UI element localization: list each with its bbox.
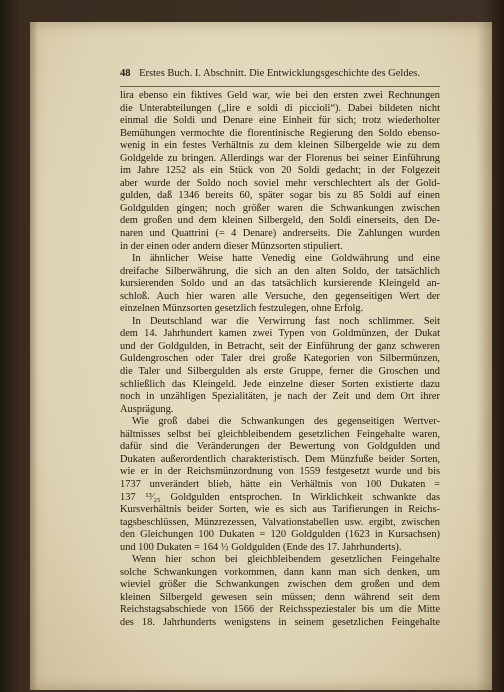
text-line: solche Schwankungen vorkommen, dann kann man sich denken, um <box>120 566 440 578</box>
text-line: Wenn hier schon bei gleichbleibendem gesetzlichen Feingehalte <box>132 554 440 566</box>
text-line: Goldgulden gingen; noch größer waren die Schwankungen zwischen <box>120 202 440 214</box>
text-line: Goldgelde zu bringen. Allerdings war der Florenus bei seiner Einführung <box>120 152 440 164</box>
page-number: 48 <box>120 68 131 79</box>
text-line: Ausprägung. <box>120 403 174 415</box>
text-line: Wie groß dabei die Schwankungen des gegenseitigen Wertver- <box>132 416 440 428</box>
text-line: dem großen und dem kleinen Silbergeld, den Soldi einerseits, den De- <box>120 215 440 227</box>
text-line: Kursverhältnis beider Sorten, wie es sich aus Tarifierungen in Reichs- <box>120 504 440 516</box>
text-line: kleinen Silbergeld gewesen sein müssen; denn während seit dem <box>120 591 440 603</box>
text-line: kursierenden Soldo und an das tatsächlich kursierende Kleingeld an- <box>120 278 440 290</box>
text-line: die Taler und Silbergulden als erste Gruppe, ferner die Groschen und <box>120 366 440 378</box>
text-line: einmal die Soldi und Denare eine Einheit für sich; trotz wiederholter <box>120 115 440 127</box>
text-line: noch in unzähligen Spezialitäten, je nach der Zeit und dem Ort ihrer <box>120 391 440 403</box>
text-line: schloß. Auch hier waren alle Versuche, den gegenseitigen Wert der <box>120 290 440 302</box>
text-line: gulden, daß 1346 bereits 60, später sogar bis zu 85 Soldi auf einen <box>120 190 440 202</box>
text-line: und der Goldgulden, in Betracht, seit der Einführung der ganz schweren <box>120 340 440 352</box>
text-line: 137 ¹³⁄₂₅ Goldgulden entsprochen. In Wirklichkeit schwankte das <box>120 491 440 503</box>
text-line: des 18. Jahrhunderts wenigstens in seinem gesetzlichen Feingehalte <box>120 616 440 628</box>
text-line: In Deutschland war die Verwirrung fast noch schlimmer. Seit <box>132 315 440 327</box>
body-text <box>120 90 440 630</box>
text-line: schließlich das Kleingeld. Jede einzelne dieser Sorten existierte dazu <box>120 378 440 390</box>
text-line: dem 14. Jahrhundert kamen zwei Typen von Goldmünzen, der Dukat <box>120 328 440 340</box>
header-rule <box>120 86 440 87</box>
text-line: Bemühungen vermochte die florentinische Regierung den Soldo ebenso- <box>120 127 440 139</box>
text-line: Reichstagsabschiede von 1566 der Reichsspeziestaler bis um die Mitte <box>120 604 440 616</box>
text-line: hältnisses selbst bei gleichbleibendem gesetzlichen Feingehalte waren, <box>120 428 440 440</box>
text-line: dreifache Silberwährung, die sich an den alten Soldo, der tatsächlich <box>120 265 440 277</box>
text-line: und 100 Dukaten = 164 ½ Goldgulden (Ende des 17. Jahrhunderts). <box>120 541 402 553</box>
running-header <box>120 68 440 84</box>
page-edge-shadow <box>476 22 492 690</box>
text-line: den Gleichungen 100 Dukaten = 120 Goldgulden (1623 in Kursachsen) <box>120 529 440 541</box>
text-line: In ähnlicher Weise hatte Venedig eine Goldwährung und eine <box>132 253 440 265</box>
text-line: die Unterabteilungen („lire e soldi di piccioli“). Dabei bildeten nicht <box>120 102 440 114</box>
text-line: einzelnen Münzsorten gesetzlich festzulegen, ohne Erfolg. <box>120 303 364 315</box>
text-line: Guldengroschen oder Taler drei große Kategorien von Silbermünzen, <box>120 353 440 365</box>
text-line: in der einen oder andern dieser Münzsorten stipuliert. <box>120 240 343 252</box>
text-line: dafür sind die Veränderungen der Bewertung von Goldgulden und <box>120 441 440 453</box>
text-line: tagsbeschlüssen, Münzrezessen, Valvationstabellen usw. ergibt, zwischen <box>120 516 440 528</box>
text-line: 1737 unverändert blieb, hätte ein Verhältnis von 100 Dukaten = <box>120 478 440 490</box>
page-gutter-shadow <box>30 22 38 690</box>
running-title: Erstes Buch. I. Abschnitt. Die Entwicklungsgeschichte des Geldes. <box>139 68 420 79</box>
text-line: wieviel größer die Schwankungen zwischen dem großen und dem <box>120 579 440 591</box>
text-line: naren und Quattrini (= 4 Denare) andrerseits. Die Zahlungen wurden <box>120 228 440 240</box>
text-line: wie er in der Reichsmünzordnung von 1559 festgesetzt wurde und bis <box>120 466 440 478</box>
text-line: Dukaten außerordentlich charakteristisch. Dem Münzfuße beider Sorten, <box>120 453 440 465</box>
text-line: wenig in ein festes Verhältnis zu dem kleinen Silbergelde wie zu dem <box>120 140 440 152</box>
text-line: lira ebenso ein fiktives Geld war, wie bei den ersten zwei Rechnungen <box>120 90 440 101</box>
text-line: aber wurde der Soldo noch soviel mehr verschlechtert als der Gold- <box>120 177 440 189</box>
text-line: im Jahre 1252 als ein Stück von 20 Soldi gedacht; in der Folgezeit <box>120 165 440 177</box>
